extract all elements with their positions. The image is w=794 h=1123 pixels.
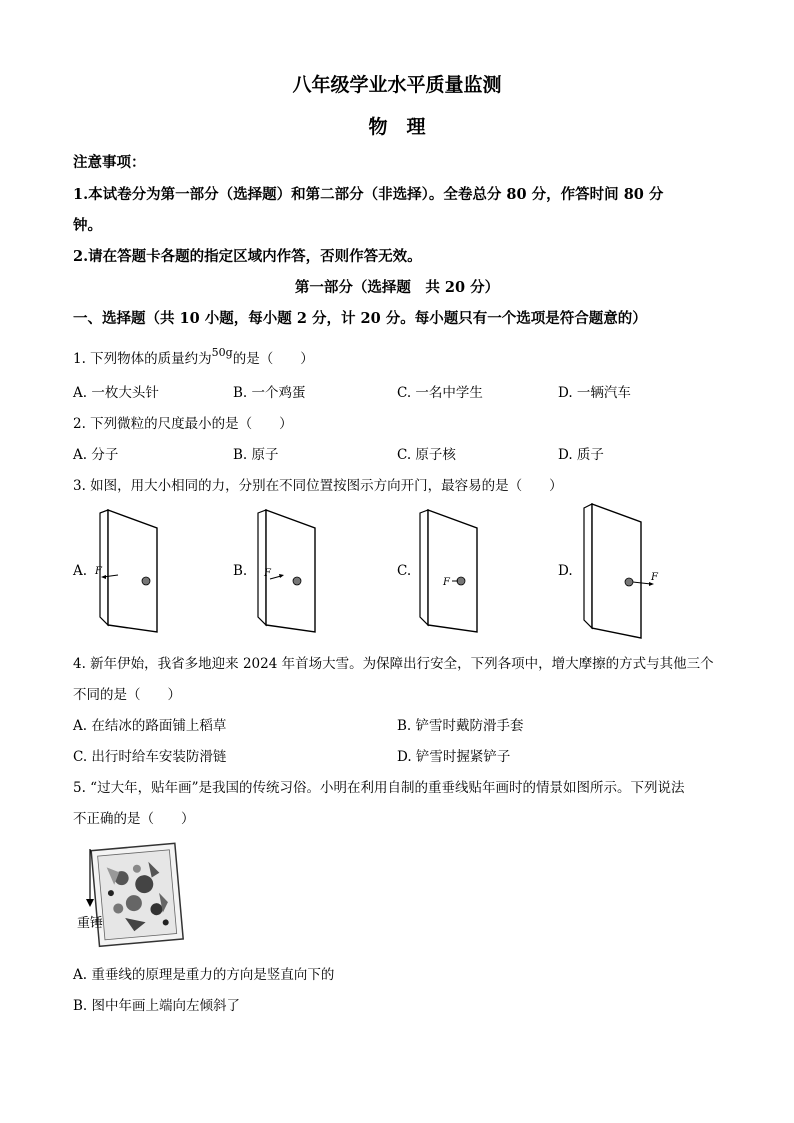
q1-option-b: B. 一个鸡蛋 (233, 385, 306, 401)
q3-option-a: A. (73, 563, 88, 579)
door-a-figure (88, 505, 168, 635)
q2-option-c: C. 原子核 (397, 447, 456, 463)
q4-option-d: D. 铲雪时握紧铲子 (397, 749, 511, 765)
q4-option-a: A. 在结冰的路面铺上稻草 (73, 718, 227, 734)
door-c-figure (410, 505, 490, 635)
q3-option-b: B. (233, 563, 248, 579)
q4-option-c: C. 出行时给车安装防滑链 (73, 749, 227, 765)
question-4-stem-cont: 不同的是（ ） (73, 687, 181, 703)
note-item-2: 2.请在答题卡各题的指定区域内作答，否则作答无效。 (73, 248, 422, 265)
q5-option-b: B. 图中年画上端向左倾斜了 (73, 998, 241, 1014)
q3-option-d: D. (558, 563, 573, 579)
plumb-bob-label: 重锤 (77, 916, 104, 931)
door-d-force-label: F (651, 572, 658, 583)
q1-option-d: D. 一辆汽车 (558, 385, 631, 401)
door-b-figure (248, 505, 328, 635)
question-1-stem-pre: 1. 下列物体的质量约为 (73, 351, 212, 367)
q1-option-c: C. 一名中学生 (397, 385, 483, 401)
question-3-stem: 3. 如图，用大小相同的力，分别在不同位置按图示方向开门，最容易的是（ ） (73, 478, 563, 494)
question-1-stem-post: 的是（ ） (232, 351, 314, 367)
question-2-stem: 2. 下列微粒的尺度最小的是（ ） (73, 416, 293, 432)
q1-option-a: A. 一枚大头针 (73, 385, 159, 401)
part1-heading: 第一部分（选择题 共 20 分） (294, 279, 500, 296)
q4-option-b: B. 铲雪时戴防滑手套 (397, 718, 524, 734)
door-d-figure (574, 498, 664, 643)
exam-title: 八年级学业水平质量监测 (292, 74, 502, 96)
question-1-stem (73, 347, 314, 367)
door-c-force-label: F (443, 577, 450, 588)
question-5-stem: 5. “过大年，贴年画”是我国的传统习俗。小明在利用自制的重垂线贴年画时的情景如图所示。下列说法 (73, 780, 685, 796)
q5-option-a: A. 重垂线的原理是重力的方向是竖直向下的 (73, 967, 335, 983)
notes-heading: 注意事项： (73, 154, 146, 171)
door-b-force-label: F (264, 568, 271, 579)
q2-option-b: B. 原子 (233, 447, 279, 463)
question-5-stem-cont: 不正确的是（ ） (73, 811, 195, 827)
subject-title: 物 理 (368, 116, 426, 138)
q2-option-a: A. 分子 (73, 447, 119, 463)
section-heading: 一、选择题（共 10 小题，每小题 2 分，计 20 分。每小题只有一个选项是符合题意的） (73, 310, 647, 327)
q2-option-d: D. 质子 (558, 447, 604, 463)
note-item-1: 1.本试卷分为第一部分（选择题）和第二部分（非选择）。全卷总分 80 分，作答时间 80 分 (73, 186, 664, 203)
new-year-painting-figure (73, 835, 193, 953)
note-item-1-cont: 钟。 (73, 217, 102, 234)
door-a-force-label: F (95, 566, 102, 577)
question-4-stem: 4. 新年伊始，我省多地迎来 2024 年首场大雪。为保障出行安全，下列各项中，增大摩擦的方式与其他三个 (73, 656, 714, 672)
question-1-mass: 50g (211, 346, 233, 359)
q3-option-c: C. (397, 563, 412, 579)
